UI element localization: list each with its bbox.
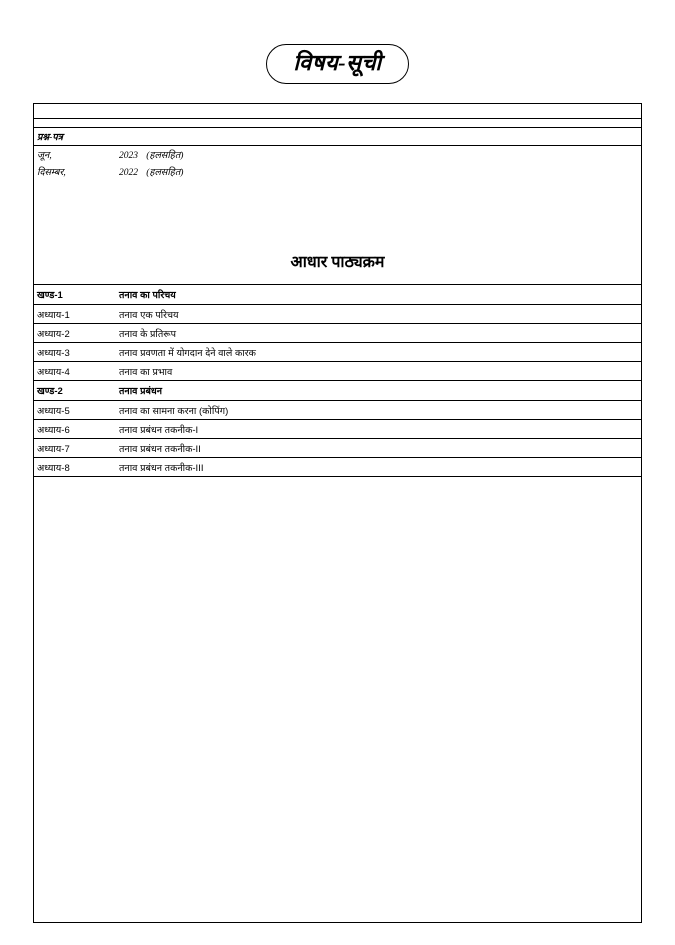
khand-row-1: [33, 285, 642, 304]
chapter-7-title-text: तनाव प्रबंधन तकनीक-II: [119, 443, 201, 455]
chapter-8-label: [33, 461, 119, 474]
khand-1-label-text: खण्ड-1: [37, 290, 63, 301]
chapter-1-title: [119, 308, 642, 321]
chapter-2-title-text: तनाव के प्रतिरूप: [119, 328, 177, 340]
chapter-7-title: [119, 442, 642, 455]
question-paper-year-1-text: 2023: [119, 151, 138, 161]
chapter-row-1: [33, 305, 642, 323]
chapter-4-label-text: अध्याय-4: [37, 366, 70, 378]
chapter-2-title: [119, 327, 642, 340]
question-paper-month-1: [33, 148, 119, 161]
chapter-row-6: [33, 420, 642, 438]
khand-2-label-text: खण्ड-2: [37, 386, 63, 397]
chapter-6-label: [33, 423, 119, 436]
question-paper-note-1-text: (हलसहित): [146, 151, 184, 161]
chapter-6-title-text: तनाव प्रबंधन तकनीक-I: [119, 424, 199, 436]
spacer-before-syllabus: [33, 180, 642, 242]
divider-chapter-8: [33, 476, 642, 477]
question-paper-year-2-text: 2022: [119, 168, 138, 178]
question-paper-row-2: [33, 163, 642, 180]
chapter-4-title: [119, 365, 642, 378]
chapter-6-label-text: अध्याय-6: [37, 424, 70, 436]
chapter-4-title-text: तनाव का प्रभाव: [119, 366, 173, 378]
chapter-3-title: [119, 346, 642, 359]
chapter-8-label-text: अध्याय-8: [37, 462, 70, 474]
question-paper-year-1: [119, 148, 642, 161]
question-paper-heading: प्रश्न-पत्र: [37, 133, 63, 143]
chapter-8-title-text: तनाव प्रबंधन तकनीक-III: [119, 462, 204, 474]
question-paper-month-2-text: दिसम्बर,: [37, 168, 66, 178]
chapter-5-label-text: अध्याय-5: [37, 405, 70, 417]
chapter-row-4: [33, 362, 642, 380]
page-title: विषय-सूची: [266, 44, 408, 84]
chapter-1-label: [33, 308, 119, 321]
chapter-8-title: [119, 461, 642, 474]
chapter-5-title: [119, 404, 642, 417]
chapter-row-3: [33, 343, 642, 361]
khand-1-label: [33, 288, 119, 301]
khand-row-2: [33, 381, 642, 400]
chapter-4-label: [33, 365, 119, 378]
spacer-a: [33, 119, 642, 127]
chapter-row-5: [33, 401, 642, 419]
chapter-3-label: [33, 346, 119, 359]
chapter-2-label: [33, 327, 119, 340]
chapter-7-label-text: अध्याय-7: [37, 443, 70, 455]
chapter-5-title-text: तनाव का सामना करना (कोपिंग): [119, 405, 229, 417]
khand-2-title: [119, 384, 642, 397]
chapter-3-title-text: तनाव प्रवणता में योगदान देने वाले कारक: [119, 347, 256, 359]
chapter-7-label: [33, 442, 119, 455]
question-paper-month-1-text: जून,: [37, 151, 52, 161]
question-paper-note-2-text: (हलसहित): [146, 168, 184, 178]
chapter-2-label-text: अध्याय-2: [37, 328, 70, 340]
khand-1-title: [119, 288, 642, 301]
khand-2-title-text: तनाव प्रबंधन: [119, 386, 163, 397]
question-paper-heading-row: [33, 128, 642, 145]
khand-1-title-text: तनाव का परिचय: [119, 290, 176, 301]
khand-2-label: [33, 384, 119, 397]
chapter-1-title-text: तनाव एक परिचय: [119, 309, 179, 321]
chapter-row-2: [33, 324, 642, 342]
chapter-1-label-text: अध्याय-1: [37, 309, 70, 321]
page-title-container: [0, 44, 675, 84]
chapter-3-label-text: अध्याय-3: [37, 347, 70, 359]
question-paper-year-2: [119, 165, 642, 178]
chapter-row-7: [33, 439, 642, 457]
contents-table: [33, 118, 642, 477]
question-paper-row-1: [33, 146, 642, 163]
syllabus-heading: आधार पाठ्यक्रम: [290, 254, 385, 271]
chapter-6-title: [119, 423, 642, 436]
chapter-row-8: [33, 458, 642, 476]
question-paper-month-2: [33, 165, 119, 178]
chapter-5-label: [33, 404, 119, 417]
